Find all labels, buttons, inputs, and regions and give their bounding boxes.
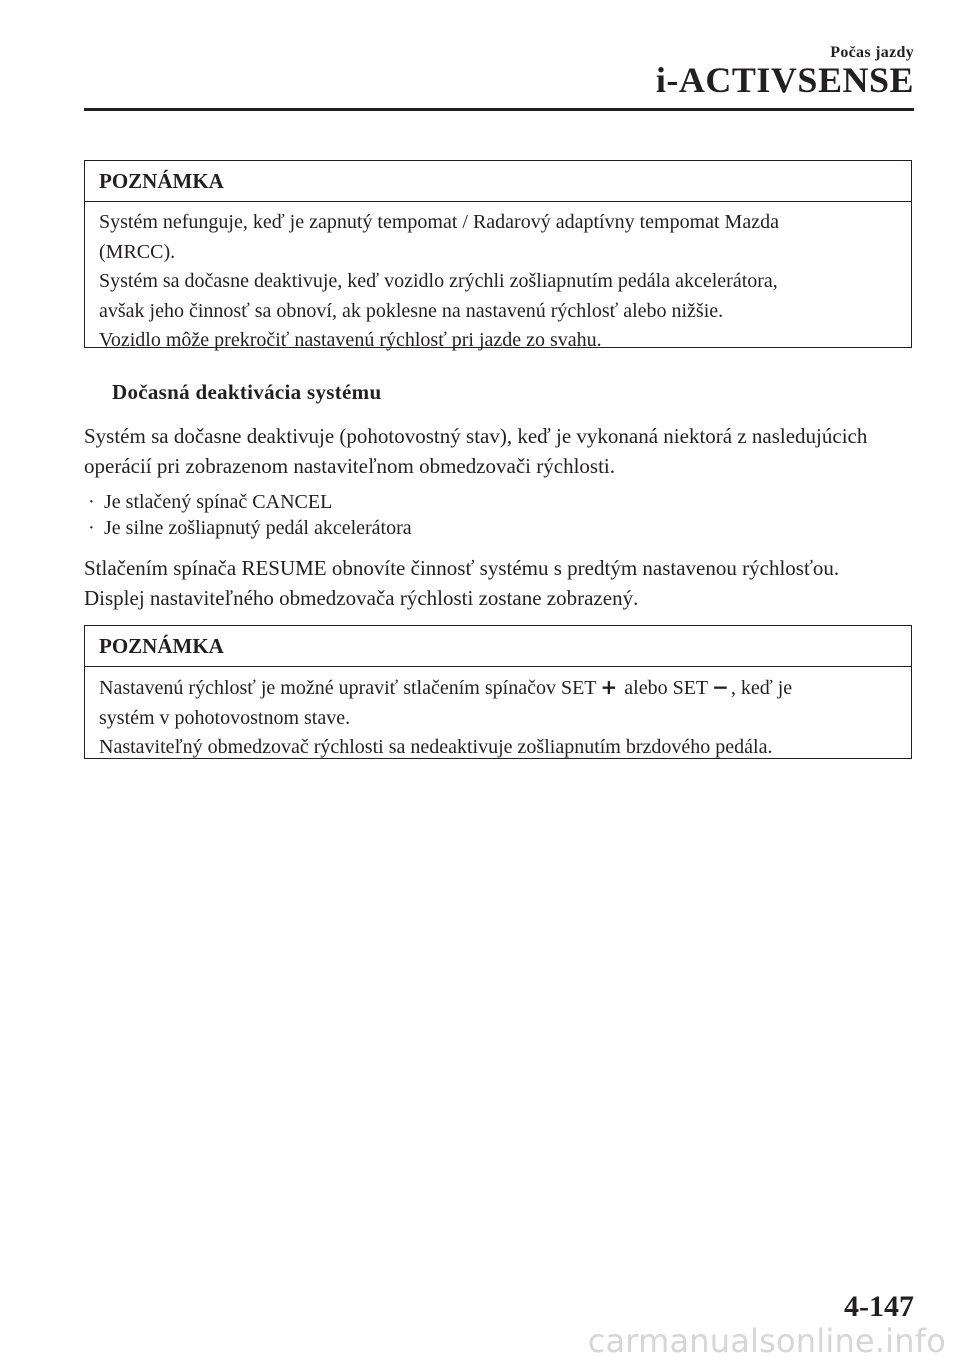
note-line: Vozidlo môže prekročiť nastavenú rýchlosť pri jazde zo svahu. (99, 329, 602, 351)
note-line: systém v pohotovostnom stave. (99, 706, 351, 729)
paragraph-line: Systém sa dočasne deaktivuje (pohotovostný stav), keď je vykonaná niektorá z nasledujúcich (84, 424, 868, 448)
paragraph-2 (84, 553, 924, 613)
header-rule (84, 108, 914, 111)
page-number: 4-147 (844, 1290, 914, 1323)
note-line: Nastaviteľný obmedzovač rýchlosti sa nedeaktivuje zošliapnutím brzdového pedála. (99, 736, 773, 758)
note-text: Nastavenú rýchlosť je možné upraviť stlačením spínačov SET (99, 677, 597, 699)
paragraph-1 (84, 421, 924, 481)
watermark: carmanualsonline.info (587, 1322, 946, 1360)
header-section-label: Počas jazdy (830, 44, 914, 61)
note-body (85, 667, 911, 768)
note-heading: POZNÁMKA (85, 626, 911, 667)
note-text: , keď je (730, 677, 793, 699)
bullet-marker: · (88, 491, 95, 513)
bullet-marker: · (88, 517, 95, 539)
note-heading: POZNÁMKA (85, 161, 911, 202)
header-title: i-ACTIVSENSE (655, 60, 914, 100)
paragraph-line: Stlačením spínača RESUME obnovíte činnosť systému s predtým nastavenou rýchlosťou. (84, 556, 840, 580)
bullet-item (88, 488, 332, 516)
section-heading: Dočasná deaktivácia systému (112, 380, 382, 404)
note-line (99, 673, 897, 704)
note-box-2 (84, 625, 912, 759)
note-line: (MRCC). (99, 240, 176, 263)
paragraph-line: Displej nastaviteľného obmedzovača rýchlosti zostane zobrazený. (84, 586, 639, 610)
note-line: avšak jeho činnosť sa obnoví, ak poklesne na nastavenú rýchlosť alebo nižšie. (99, 299, 724, 322)
note-box-1 (84, 160, 912, 351)
paragraph-line: operácií pri zobrazenom nastaviteľnom obmedzovači rýchlosti. (84, 454, 616, 478)
note-line: Systém nefunguje, keď je zapnutý tempomat / Radarový adaptívny tempomat Mazda (99, 211, 779, 233)
note-text: alebo SET (619, 677, 709, 699)
note-body (85, 202, 911, 361)
plus-icon: + (600, 675, 618, 699)
note-line: Systém sa dočasne deaktivuje, keď vozidlo zrýchli zošliapnutím pedála akcelerátora, (99, 270, 778, 292)
bullet-text: Je stlačený spínač CANCEL (104, 491, 333, 513)
bullet-text: Je silne zošliapnutý pedál akcelerátora (104, 517, 412, 539)
minus-icon: − (712, 675, 729, 699)
bullet-item (88, 514, 412, 542)
